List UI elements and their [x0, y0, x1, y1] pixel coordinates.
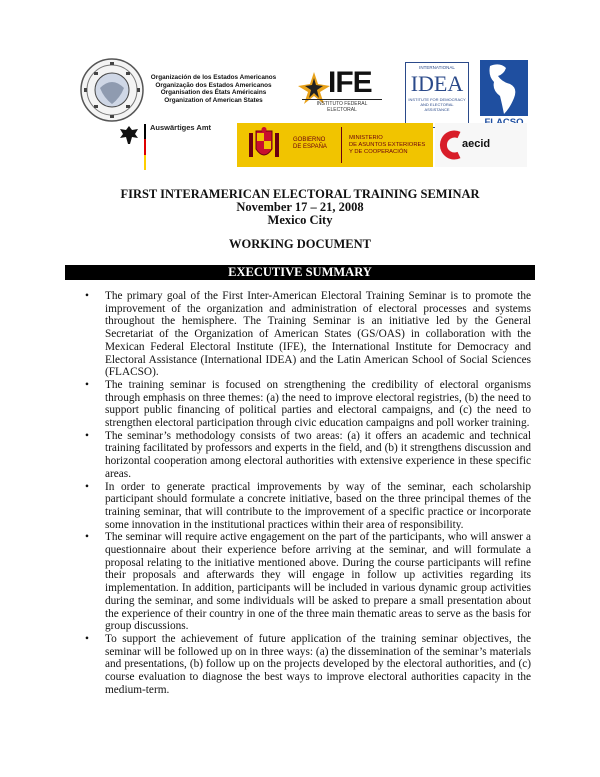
executive-summary-list	[85, 290, 531, 697]
executive-summary-banner: EXECUTIVE SUMMARY	[65, 265, 535, 280]
americas-map-icon	[480, 60, 528, 116]
bullet-icon: •	[85, 378, 89, 391]
bullet-icon: •	[85, 480, 89, 493]
oas-name-block	[146, 74, 281, 104]
german-eagle-icon	[118, 124, 140, 146]
spain-ministerio-text	[349, 135, 425, 156]
oas-seal-icon	[80, 58, 144, 122]
summary-bullet-text: The seminar will require active engagement on the part of the participants, who will answer a questionnaire about their experience before arriving at the seminar, and will formulate a proposal relating to the initiative mentioned above. During the course participants will refine their proposals and afterwards they will engage in follow up activities regarding its implementation. In addition, participants will be included in various dynamic group activities during the seminar, and some individuals will be asked to prepare a small presentation about the experience of their country in one of the three main thematic areas to serve as the basis for group discussions.	[105, 531, 531, 633]
summary-bullet-text: To support the achievement of future application of the training seminar objectives, the seminar will be followed up on in three ways: (a) the dissemination of the seminar’s materials and presentations, (b) follow up on the projects developed by the electoral authorities, and (c) course evaluation to diagnose the best ways to improve electoral authorities capacity in the medium-term.	[105, 632, 531, 696]
spain-min-line-1: MINISTERIO	[349, 135, 383, 141]
bullet-icon: •	[85, 531, 89, 544]
aecid-c-icon	[435, 123, 465, 167]
spain-min-line-2: DE ASUNTOS EXTERIORES	[349, 142, 426, 148]
idea-logo	[405, 62, 469, 128]
spain-gobierno-text	[293, 137, 327, 151]
idea-subtitle: INSTITUTE FOR DEMOCRACY AND ELECTORAL ASSISTANCE	[408, 97, 466, 112]
summary-bullet-3	[85, 430, 531, 481]
spain-min-line-3: Y DE COOPERACIÓN	[349, 149, 408, 155]
aecid-logo-text: aecid	[462, 138, 491, 150]
summary-bullet-1	[85, 290, 531, 379]
bullet-icon: •	[85, 290, 89, 302]
auswaertiges-amt-label: Auswärtiges Amt	[150, 123, 211, 132]
oas-name-pt: Organização dos Estados Americanos	[155, 81, 272, 89]
german-flag-stripe-icon	[144, 124, 146, 170]
spain-government-logo	[237, 123, 433, 167]
oas-name-es: Organización de los Estados Americanos	[150, 74, 277, 81]
bullet-icon: •	[85, 429, 89, 442]
summary-bullet-text: The seminar’s methodology consists of two areas: (a) it offers an academic and technical training facilitated by professors and experts in the field, and (b) it strengthens discussion and horizontal cooperation among electoral authorities with extensive experience in these specific areas.	[105, 429, 531, 480]
summary-bullet-4	[85, 481, 531, 532]
flacso-map-icon	[480, 60, 528, 116]
summary-bullet-2	[85, 379, 531, 430]
summary-bullet-5	[85, 531, 531, 633]
working-document-heading: WORKING DOCUMENT	[228, 237, 372, 251]
ife-logo-text: IFE	[328, 66, 372, 99]
seminar-dates: November 17 – 21, 2008	[236, 200, 364, 214]
logo-header	[0, 0, 600, 175]
spain-divider	[341, 127, 342, 163]
summary-bullet-6	[85, 633, 531, 697]
spain-coat-of-arms-icon	[247, 127, 281, 163]
summary-bullet-text: In order to generate practical improvements by way of the seminar, each scholarship participant should formulate a concrete initiative, based on the three principal themes of the training seminar, that will contribute to the improvement of a specific practice or incorporate some innovation in the institutional practices within their area of responsibility.	[105, 480, 531, 531]
spain-gob-line-2: DE ESPAÑA	[293, 144, 327, 150]
oas-name-en: Organization of American States	[164, 96, 263, 104]
ife-subtitle: INSTITUTO FEDERAL ELECTORAL	[302, 99, 382, 113]
idea-top-text: INTERNATIONAL	[419, 65, 455, 70]
spain-gob-line-1: GOBIERNO	[293, 137, 326, 143]
summary-bullet-text: The primary goal of the First Inter-American Electoral Training Seminar is to promote the improvement of the organization and administration of electoral processes and systems throughout the hemisphere. The Training Seminar is an initiative led by the General Secretariat of the Organization of American States (GS/OAS) in collaboration with the Mexican Federal Electoral Institute (IFE), the International Institute for Democracy and Electoral Assistance (International IDEA) and the Latin American School of Social Sciences (FLACSO).	[105, 290, 531, 379]
seminar-title: FIRST INTERAMERICAN ELECTORAL TRAINING SEMINAR	[120, 187, 480, 201]
idea-logo-text: IDEA	[410, 71, 464, 96]
oas-name-fr: Organisation des États Américains	[160, 89, 267, 96]
bullet-icon: •	[85, 632, 89, 645]
seminar-city: Mexico City	[267, 213, 333, 227]
summary-bullet-text: The training seminar is focused on strengthening the credibility of electoral organisms through emphasis on three themes: (a) the need to improve electoral registries, (b) the need to support public financing of political parties and electoral campaigns, and (c) the need to strengthen electoral participation through civic education campaigns and poll worker training.	[105, 378, 531, 430]
